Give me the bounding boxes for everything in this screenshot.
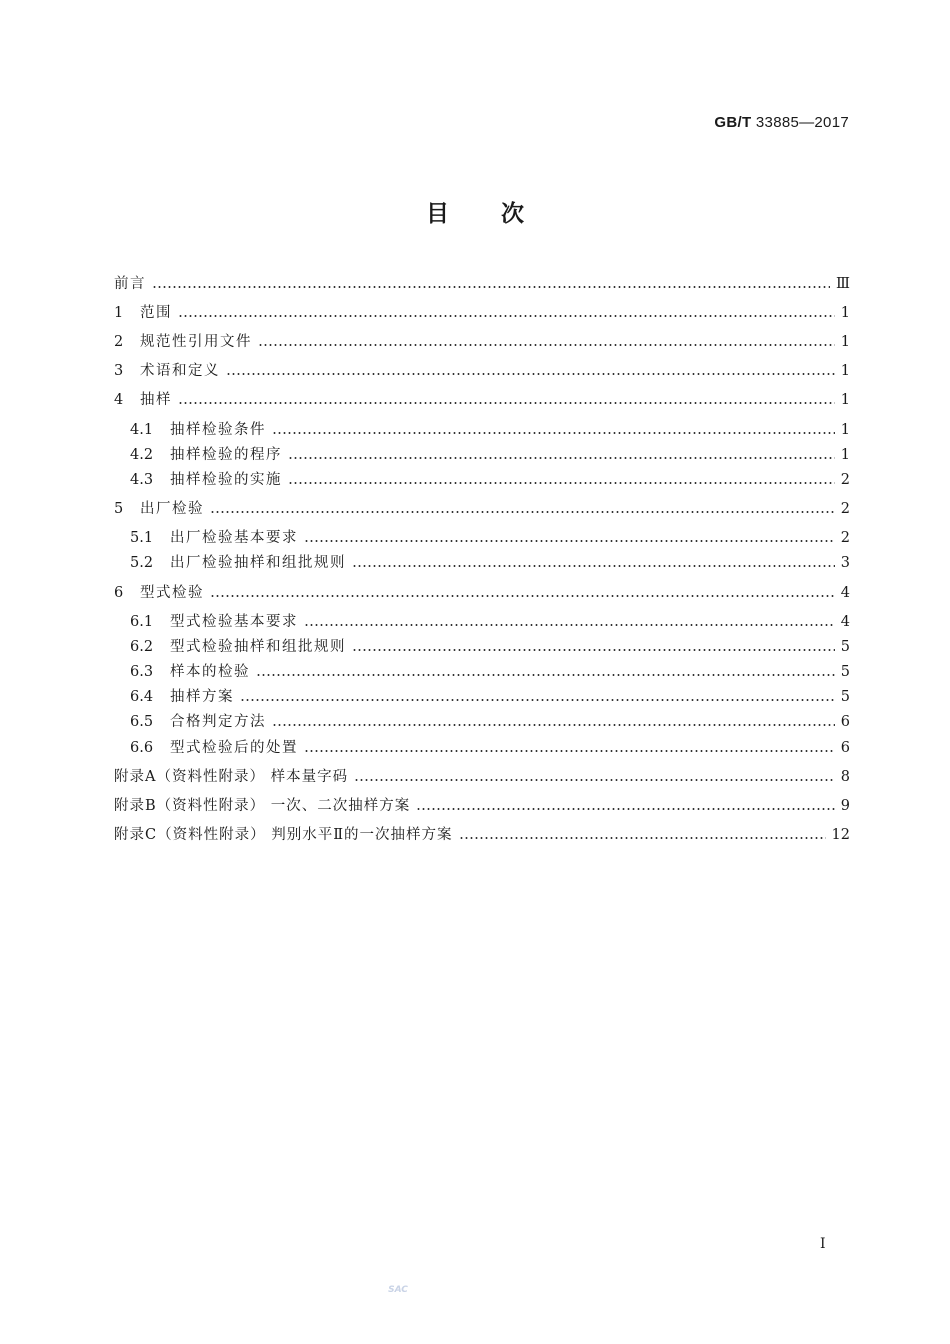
standard-code — [714, 114, 849, 131]
toc-entry-page: 5 — [840, 689, 850, 705]
toc-entry-label: 样本的检验 — [170, 664, 250, 680]
dot-leader — [288, 457, 835, 459]
toc-entry[interactable] — [130, 526, 850, 550]
toc-entry-page: 1 — [840, 392, 850, 408]
toc-entry-page: 9 — [840, 798, 850, 814]
dot-leader — [304, 540, 835, 542]
toc-entry-number: 6.3 — [130, 664, 154, 680]
toc-entry-number: 6.5 — [130, 714, 154, 730]
sac-logo: SAC — [388, 1285, 408, 1295]
toc-entry-page: 1 — [840, 422, 850, 438]
toc-entry-page: 1 — [840, 305, 850, 321]
toc-entry[interactable] — [114, 581, 850, 605]
toc-entry-label: 附录C（资料性附录） 判别水平Ⅱ的一次抽样方案 — [114, 827, 453, 843]
toc-entry-number: 6.2 — [130, 639, 154, 655]
dot-leader — [272, 724, 835, 726]
toc-entry-page: 6 — [840, 740, 850, 756]
toc-entry-label: 抽样检验的程序 — [170, 447, 282, 463]
toc-entry-page: 2 — [840, 501, 850, 517]
toc-entry-page: 5 — [840, 639, 850, 655]
toc-entry-label: 型式检验抽样和组批规则 — [170, 639, 346, 655]
toc-entry-label: 附录A（资料性附录） 样本量字码 — [114, 769, 349, 785]
toc-entry[interactable] — [130, 443, 850, 467]
dot-leader — [258, 344, 835, 346]
toc-entry[interactable] — [114, 272, 850, 296]
toc-entry-number: 3 — [114, 363, 124, 379]
toc-entry-number: 5 — [114, 501, 124, 517]
dot-leader — [256, 674, 835, 676]
dot-leader — [304, 750, 835, 752]
toc-entry-label: 出厂检验 — [140, 501, 204, 517]
toc-entry-page: 2 — [840, 530, 850, 546]
toc-entry[interactable] — [130, 685, 850, 709]
toc-entry-page: 8 — [840, 769, 850, 785]
footer-page-number: Ⅰ — [820, 1236, 826, 1252]
toc-entry[interactable] — [114, 765, 850, 789]
dot-leader — [240, 699, 835, 701]
toc-entry-label: 抽样 — [140, 392, 172, 408]
toc-entry[interactable] — [114, 330, 850, 354]
toc-entry-number: 5.2 — [130, 555, 154, 571]
toc-entry-number: 4.1 — [130, 422, 154, 438]
toc-entry-number: 2 — [114, 334, 124, 350]
toc-entry-page: Ⅲ — [836, 276, 850, 292]
toc-entry-label: 抽样检验条件 — [170, 422, 266, 438]
dot-leader — [354, 779, 835, 781]
toc-entry-label: 规范性引用文件 — [140, 334, 252, 350]
toc-entry-label: 型式检验后的处置 — [170, 740, 298, 756]
toc-entry[interactable] — [114, 301, 850, 325]
toc-entry-label: 型式检验 — [140, 585, 204, 601]
toc-entry[interactable] — [114, 823, 850, 847]
toc-entry[interactable] — [130, 468, 850, 492]
toc-entry-label: 术语和定义 — [140, 363, 220, 379]
toc-entry-page: 6 — [840, 714, 850, 730]
standard-number: 33885—2017 — [755, 114, 849, 131]
dot-leader — [210, 595, 835, 597]
toc-entry-page: 5 — [840, 664, 850, 680]
dot-leader — [352, 649, 835, 651]
dot-leader — [178, 315, 835, 317]
toc-entry-label: 范围 — [140, 305, 172, 321]
dot-leader — [226, 373, 835, 375]
toc-entry-label: 合格判定方法 — [170, 714, 266, 730]
toc-entry-label: 抽样检验的实施 — [170, 472, 282, 488]
toc-entry[interactable] — [130, 635, 850, 659]
toc-entry-label: 型式检验基本要求 — [170, 614, 298, 630]
toc-entry-number: 5.1 — [130, 530, 154, 546]
toc-entry-number: 4.3 — [130, 472, 154, 488]
toc-entry-label: 附录B（资料性附录） 一次、二次抽样方案 — [114, 798, 411, 814]
toc-entry-label: 抽样方案 — [170, 689, 234, 705]
toc-entry-page: 3 — [840, 555, 850, 571]
toc-entry[interactable] — [130, 418, 850, 442]
dot-leader — [416, 808, 835, 810]
dot-leader — [178, 402, 835, 404]
toc-entry-number: 6.4 — [130, 689, 154, 705]
toc-entry-label: 前言 — [114, 276, 146, 292]
toc-entry[interactable] — [130, 736, 850, 760]
toc-entry[interactable] — [114, 359, 850, 383]
toc-entry-page: 1 — [840, 363, 850, 379]
dot-leader — [288, 482, 835, 484]
toc-entry-number: 1 — [114, 305, 124, 321]
dot-leader — [152, 286, 830, 288]
toc-entry-page: 2 — [840, 472, 850, 488]
toc-entry-page: 4 — [840, 585, 850, 601]
toc-entry-page: 4 — [840, 614, 850, 630]
toc-entry[interactable] — [114, 388, 850, 412]
standard-prefix: GB/T — [714, 114, 752, 131]
toc-entry-page: 12 — [831, 827, 850, 843]
toc-entry-label: 出厂检验抽样和组批规则 — [170, 555, 346, 571]
toc-entry[interactable] — [114, 497, 850, 521]
dot-leader — [352, 565, 835, 567]
toc-entry[interactable] — [130, 710, 850, 734]
toc-entry-number: 4.2 — [130, 447, 154, 463]
dot-leader — [459, 837, 826, 839]
toc-entry[interactable] — [114, 794, 850, 818]
page-title: 目次 — [426, 201, 576, 227]
toc-entry[interactable] — [130, 551, 850, 575]
toc-entry[interactable] — [130, 660, 850, 684]
toc-entry[interactable] — [130, 610, 850, 634]
toc-entry-page: 1 — [840, 334, 850, 350]
dot-leader — [210, 511, 835, 513]
toc-entry-label: 出厂检验基本要求 — [170, 530, 298, 546]
toc-entry-number: 6.1 — [130, 614, 154, 630]
toc-entry-page: 1 — [840, 447, 850, 463]
dot-leader — [304, 624, 835, 626]
toc-entry-number: 6.6 — [130, 740, 154, 756]
toc-entry-number: 6 — [114, 585, 124, 601]
dot-leader — [272, 432, 835, 434]
toc-entry-number: 4 — [114, 392, 124, 408]
